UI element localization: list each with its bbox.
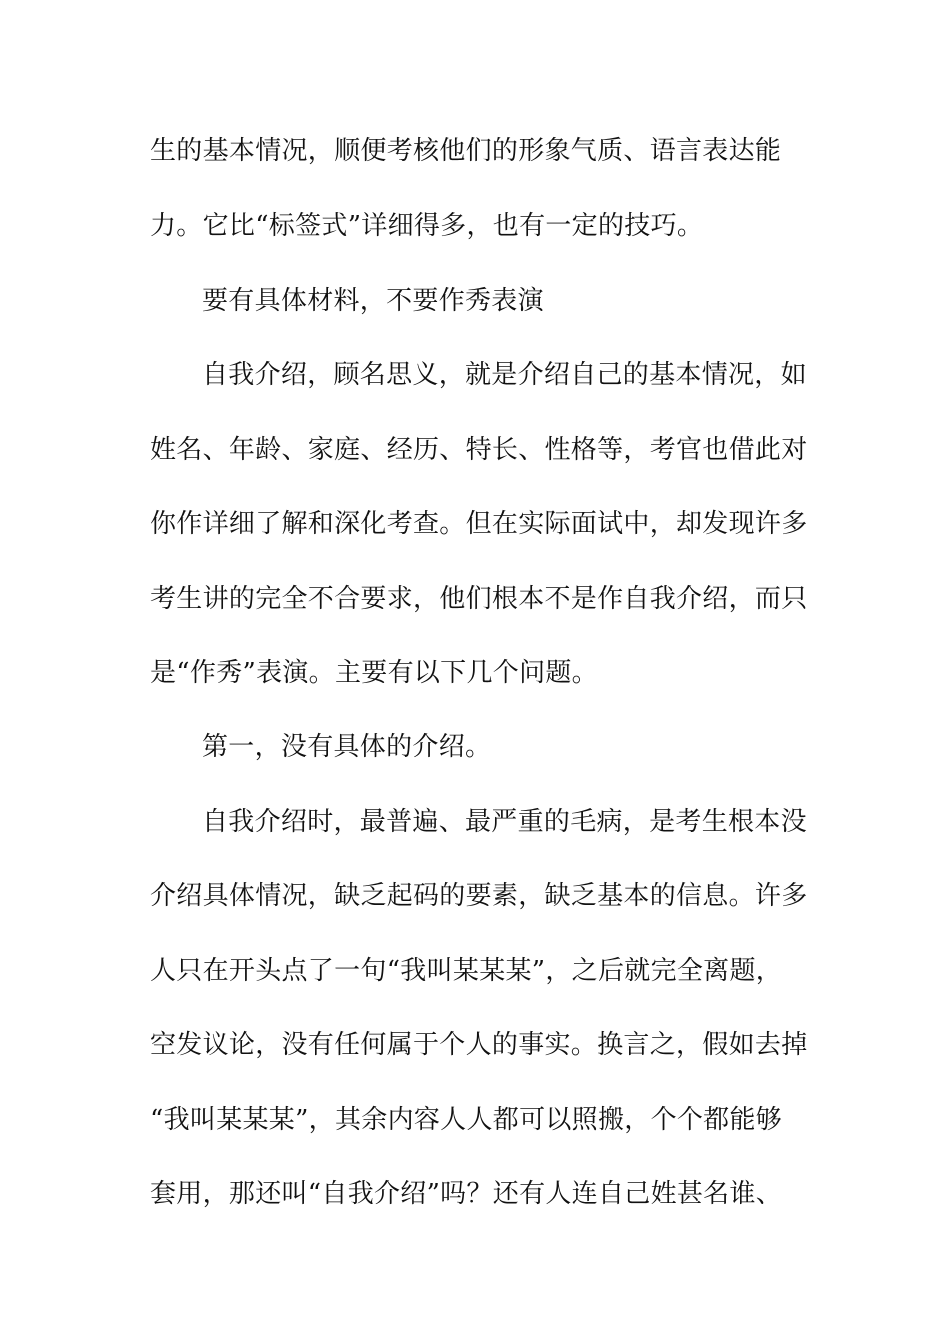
text-line: 介绍具体情况，缺乏起码的要素，缺乏基本的信息。许多 bbox=[150, 881, 808, 911]
text-line: 自我介绍，顾名思义，就是介绍自己的基本情况，如 bbox=[202, 360, 807, 390]
text-line: 第一，没有具体的介绍。 bbox=[202, 732, 492, 762]
text-line: 空发议论，没有任何属于个人的事实。换言之，假如去掉 bbox=[150, 1030, 808, 1060]
text-line: 力。它比“标签式”详细得多，也有一定的技巧。 bbox=[150, 211, 704, 241]
text-line: 考生讲的完全不合要求，他们根本不是作自我介绍，而只 bbox=[150, 584, 808, 614]
text-line: 套用，那还叫“自我介绍”吗？还有人连自己姓甚名谁、 bbox=[150, 1179, 783, 1209]
text-line: 自我介绍时，最普遍、最严重的毛病，是考生根本没 bbox=[202, 807, 807, 837]
text-line: 姓名、年龄、家庭、经历、特长、性格等，考官也借此对 bbox=[150, 435, 808, 465]
section-heading: 要有具体材料，不要作秀表演 bbox=[202, 286, 544, 316]
text-line: “我叫某某某”，其余内容人人都可以照搬，个个都能够 bbox=[150, 1105, 783, 1135]
text-line: 是“作秀”表演。主要有以下几个问题。 bbox=[150, 658, 598, 688]
text-line: 你作详细了解和深化考查。但在实际面试中，却发现许多 bbox=[150, 509, 808, 539]
text-line: 人只在开头点了一句“我叫某某某”，之后就完全离题， bbox=[150, 956, 783, 986]
text-line: 生的基本情况，顺便考核他们的形象气质、语言表达能 bbox=[150, 136, 782, 166]
